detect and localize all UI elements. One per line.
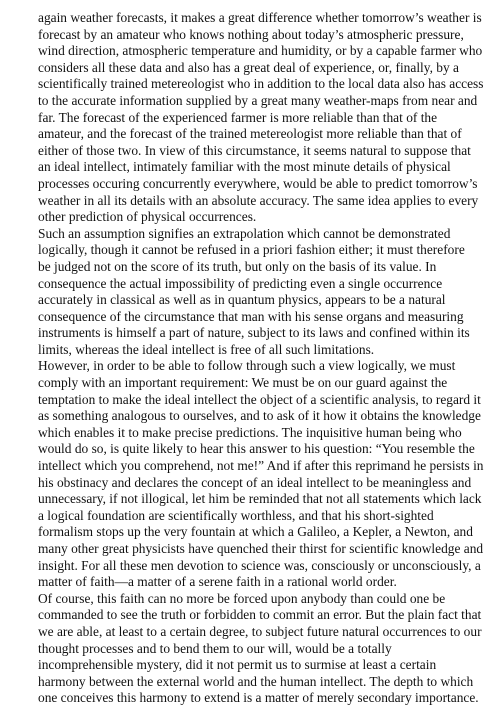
text-line: thought processes and to bend them to our will, would be a totally [38,640,392,656]
paragraph-faith-harmony [38,590,482,707]
text-line: be judged not on the score of its truth, but only on the basis of its value. In [38,258,437,274]
text-line: instruments is himself a part of nature, subject to its laws and confined within its [38,325,470,341]
text-line: scientifically trained metereologist who in addition to the local data also has access [38,76,484,92]
text-line: intellect which you comprehend, not me!” And if after this reprimand he persists in [38,458,484,474]
text-line: many other great physicists have quenched their thirst for scientific knowledge and [38,541,484,556]
text-line: as something analogous to ourselves, and to ask of it how it obtains the knowledge [38,408,481,424]
text-line: we are able, at least to a certain degree, to subject future natural occurrences to our [38,623,482,639]
text-line: processes occuring concurrently everywhere, would be able to predict tomorrow’s [38,175,478,191]
text-line: insight. For all these men devotion to science was, consciously or unconsciously, a [38,557,481,573]
text-line: comply with an important requirement: We must be on our guard against the [38,375,448,391]
text-line: limits, whereas the ideal intellect is free of all such limitations. [38,341,375,357]
text-line: incomprehensible mystery, did it not permit us to surmise at least a certain [38,657,437,673]
text-line: accurately in classical as well as in quantum physics, appears to be a natural [38,292,446,308]
text-line: amateur, and the forecast of the trained metereologist more reliable than that of [38,126,462,142]
text-line: Such an assumption signifies an extrapolation which cannot be demonstrated [38,225,451,241]
paragraph-weather-forecast [38,10,484,226]
text-line: unnecessary, if not illogical, let him be reminded that not all statements which lack [38,491,482,507]
text-line: his obstinacy and declares the concept of an ideal intellect to be meaningless and [38,474,472,490]
text-line: consequence of the circumstance that man with his sense organs and measuring [38,308,464,324]
text-line: temptation to make the ideal intellect the object of a scientific analysis, to regard it [38,391,481,407]
paragraph-ideal-intellect [38,358,484,590]
text-line: again weather forecasts, it makes a great difference whether tomorrow’s weather is [38,10,482,25]
text-line: weather in all its details with an absolute accuracy. The same idea applies to every [38,192,479,208]
text-line: other prediction of physical occurrences. [38,209,257,225]
text-line: an ideal intellect, intimately familiar with the most minute details of physical [38,159,451,175]
text-line: formalism stops up the very fountain at which a Galileo, a Kepler, a Newton, and [38,524,473,540]
text-line: considers all these data and also has a great deal of experience, or, finally, by a [38,59,459,75]
text-line: one conceives this harmony to extend is a matter of merely secondary importance. [38,690,479,706]
text-line: consequence the actual impossibility of predicting even a single occurrence [38,275,443,291]
text-line: However, in order to be able to follow through such a view logically, we must [38,358,456,374]
text-line: wind direction, atmospheric temperature and humidity, or by a capable farmer who [38,43,483,59]
text-line: to the accurate information supplied by a great many weather-maps from near and [38,92,478,108]
text-line: matter of faith—a matter of a serene faith in a rational world order. [38,574,397,590]
text-line: Of course, this faith can no more be forced upon anybody than could one be [38,590,446,606]
text-line: commanded to see the truth or forbidden to commit an error. But the plain fact that [38,607,482,623]
text-line: a logical foundation are scientifically worthless, and that his short-sighted [38,507,434,523]
text-line: logically, though it cannot be refused in a priori fashion either; it must therefore [38,242,465,258]
text-line: harmony between the external world and the human intellect. The depth to which [38,673,474,689]
document-page [38,10,484,707]
paragraph-extrapolation [38,226,470,359]
text-line: which enables it to make precise predictions. The inquisitive human being who [38,424,462,440]
text-line: forecast by an amateur who knows nothing about today’s atmospheric pressure, [38,26,464,42]
text-line: either of those two. In view of this circumstance, it seems natural to suppose that [38,142,471,158]
text-line: far. The forecast of the experienced farmer is more reliable than that of the [38,109,438,125]
text-line: would do so, is quite likely to hear this answer to his question: “You resemble the [38,441,475,457]
